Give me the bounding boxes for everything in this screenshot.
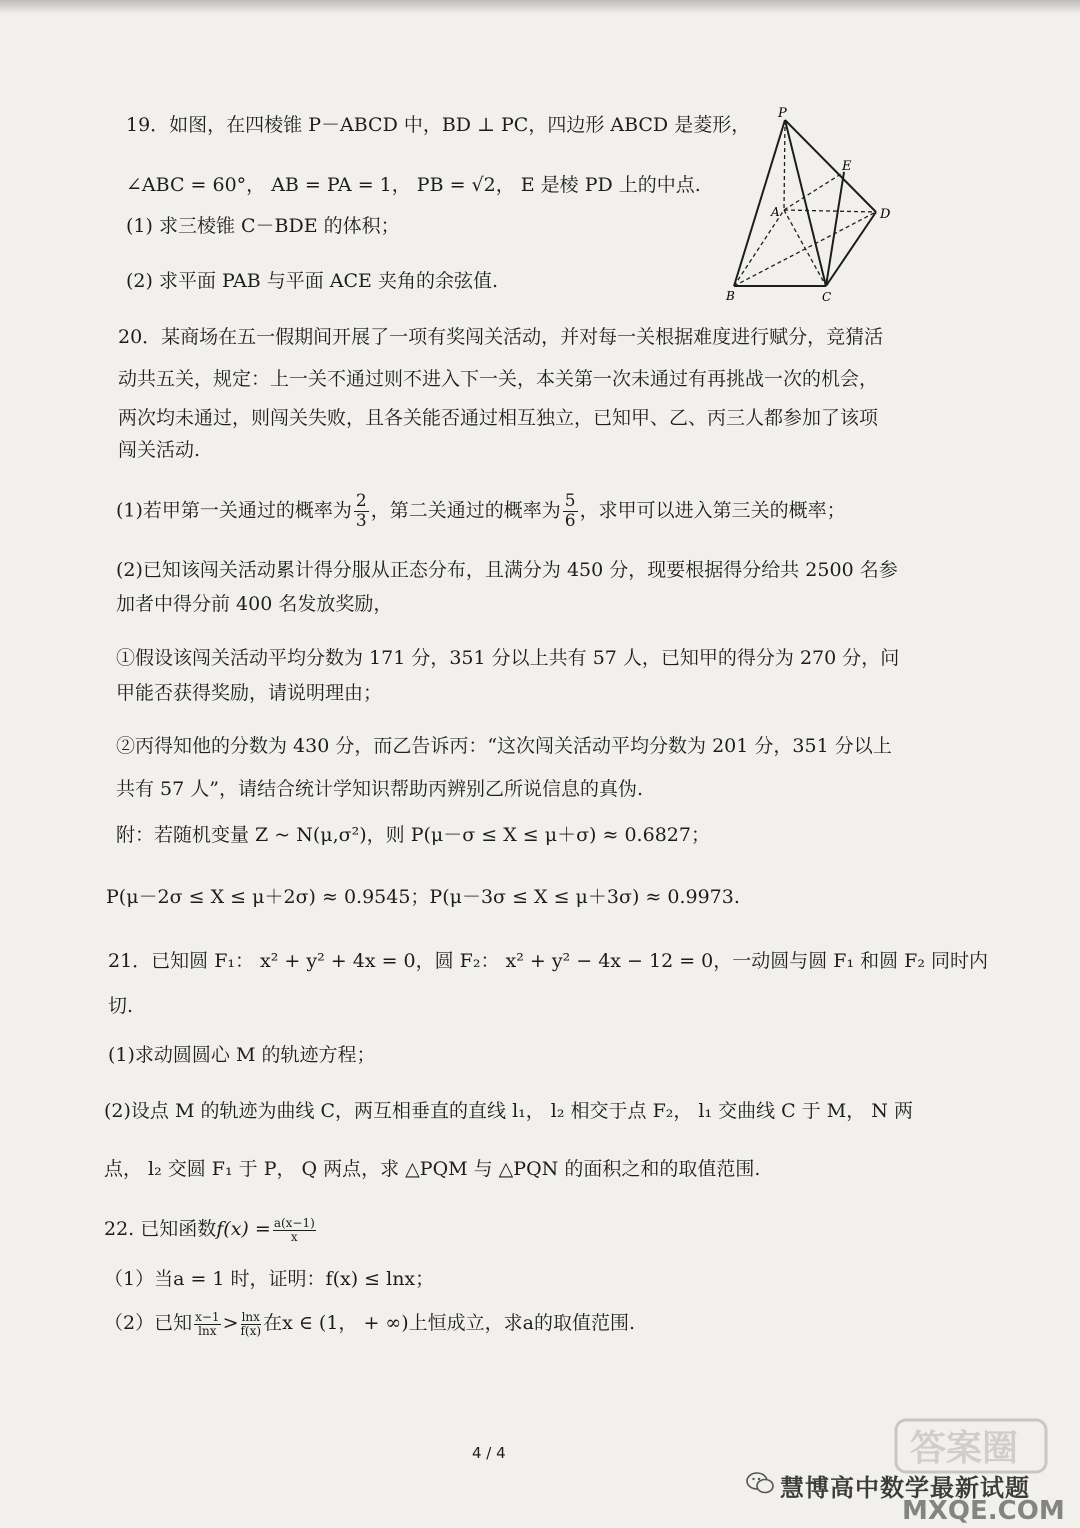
q19-line-1: 19．如图，在四棱锥 P－ABCD 中，BD ⊥ PC，四边形 ABCD 是菱形， xyxy=(126,114,751,136)
q20-p1-text-c: ，求甲可以进入第三关的概率； xyxy=(579,499,846,522)
fraction-5-6 xyxy=(563,492,578,531)
fraction-denominator: 3 xyxy=(355,511,367,531)
page-number: 4 / 4 xyxy=(472,1444,506,1462)
fraction-numerator: 5 xyxy=(564,491,576,511)
q20-sub-2-line-1: ②丙得知他的分数为 430 分，而乙告诉丙：“这次闯关活动平均分数为 201 分，351 分以上 xyxy=(116,735,892,757)
label-D: D xyxy=(880,207,891,222)
fraction-numerator: lnx xyxy=(241,1309,260,1324)
fraction-denominator: lnx xyxy=(198,1323,217,1338)
scan-top-shadow xyxy=(0,0,1080,14)
q20-part-1 xyxy=(116,492,846,531)
q22-fraction-right xyxy=(240,1311,261,1338)
label-A: A xyxy=(771,205,780,219)
q22-intro: 22. 已知函数 xyxy=(104,1218,217,1240)
q22-function-fraction xyxy=(273,1217,316,1244)
q22-part-1: （1）当a = 1 时，证明：f(x) ≤ lnx； xyxy=(104,1268,435,1290)
watermark-text: 慧博高中数学最新试题 xyxy=(780,1474,1030,1502)
q20-line-2: 动共五关，规定：上一关不通过则不进入下一关，本关第一次未通过有再挑战一次的机会， xyxy=(118,368,879,390)
q22-line-1 xyxy=(104,1212,318,1246)
q20-line-1: 20．某商场在五一假期间开展了一项有奖闯关活动，并对每一关根据难度进行赋分，竞猜活 xyxy=(118,326,884,348)
q22-p2-rest: 在x ∈ (1， + ∞)上恒成立，求a的取值范围. xyxy=(263,1312,636,1334)
q19-part-2: (2) 求平面 PAB 与平面 ACE 夹角的余弦值. xyxy=(126,270,499,292)
q22-gt-sign: > xyxy=(222,1312,239,1334)
q21-part-2-line-2: 点， l₂ 交圆 F₁ 于 P， Q 两点，求 △PQM 与 △PQN 的面积之和的取值范围. xyxy=(104,1158,761,1180)
q20-sub-2-line-2: 共有 57 人”，请结合统计学知识帮助丙辨别乙所说信息的真伪. xyxy=(116,778,644,800)
q20-p1-text-a: (1)若甲第一关通过的概率为 xyxy=(116,499,352,522)
q20-part-2-line-2: 加者中得分前 400 名发放奖励， xyxy=(116,593,393,615)
pyramid-figure xyxy=(718,100,904,306)
q20-appendix-line-1: 附：若随机变量 Z ~ N(μ,σ²)，则 P(μ－σ ≤ X ≤ μ＋σ) ≈ 0.6827； xyxy=(116,824,710,846)
fraction-denominator: f(x) xyxy=(240,1323,262,1338)
q20-line-4: 闯关活动. xyxy=(118,439,201,461)
fraction-denominator: 6 xyxy=(564,511,576,531)
watermark-logo-text: 答案圈 xyxy=(910,1428,1019,1469)
q21-line-1: 21．已知圆 F₁： x² + y² + 4x = 0，圆 F₂： x² + y² − 4x − 12 = 0，一动圆与圆 F₁ 和圆 F₂ 同时内 xyxy=(108,950,989,972)
q20-sub-1-line-1: ①假设该闯关活动平均分数为 171 分，351 分以上共有 57 人，已知甲的得分为 270 分，问 xyxy=(116,647,900,669)
q22-function-lhs: f(x) = xyxy=(216,1218,271,1240)
label-B: B xyxy=(726,289,735,303)
fraction-2-3 xyxy=(354,492,369,531)
q20-line-3: 两次均未通过，则闯关失败，且各关能否通过相互独立，已知甲、乙、丙三人都参加了该项 xyxy=(118,407,879,429)
fraction-denominator: x xyxy=(290,1229,298,1244)
fraction-numerator: a(x−1) xyxy=(273,1215,315,1230)
fraction-numerator: x−1 xyxy=(195,1309,220,1324)
fraction-numerator: 2 xyxy=(355,491,367,511)
q19-line-2: ∠ABC = 60°， AB = PA = 1， PB = √2， E 是棱 PD 上的中点. xyxy=(126,174,701,196)
q21-part-1: (1)求动圆圆心 M 的轨迹方程； xyxy=(108,1044,376,1066)
q20-appendix-line-2: P(μ－2σ ≤ X ≤ μ＋2σ) ≈ 0.9545；P(μ－3σ ≤ X ≤ μ＋3σ) ≈ 0.9973. xyxy=(106,886,740,908)
q20-sub-1-line-2: 甲能否获得奖励，请说明理由； xyxy=(116,682,383,704)
q20-p1-text-b: ，第二关通过的概率为 xyxy=(370,499,561,522)
label-P: P xyxy=(778,106,787,121)
q21-line-2: 切. xyxy=(108,995,134,1017)
label-C: C xyxy=(822,290,832,304)
q22-part-2 xyxy=(104,1306,635,1340)
q22-p2-intro: （2）已知 xyxy=(104,1312,193,1334)
q19-part-1: (1) 求三棱锥 C－BDE 的体积； xyxy=(126,215,400,237)
q22-fraction-left xyxy=(194,1311,220,1338)
q20-part-2-line-1: (2)已知该闯关活动累计得分服从正态分布，且满分为 450 分，现要根据得分给共 2500 名参 xyxy=(116,559,898,581)
watermark-site: MXQE.COM xyxy=(902,1496,1065,1526)
wechat-icon xyxy=(746,1472,774,1494)
q21-part-2-line-1: (2)设点 M 的轨迹为曲线 C，两互相垂直的直线 l₁， l₂ 相交于点 F₂， l₁ 交曲线 C 于 M， N 两 xyxy=(104,1100,913,1122)
label-E: E xyxy=(842,159,852,174)
